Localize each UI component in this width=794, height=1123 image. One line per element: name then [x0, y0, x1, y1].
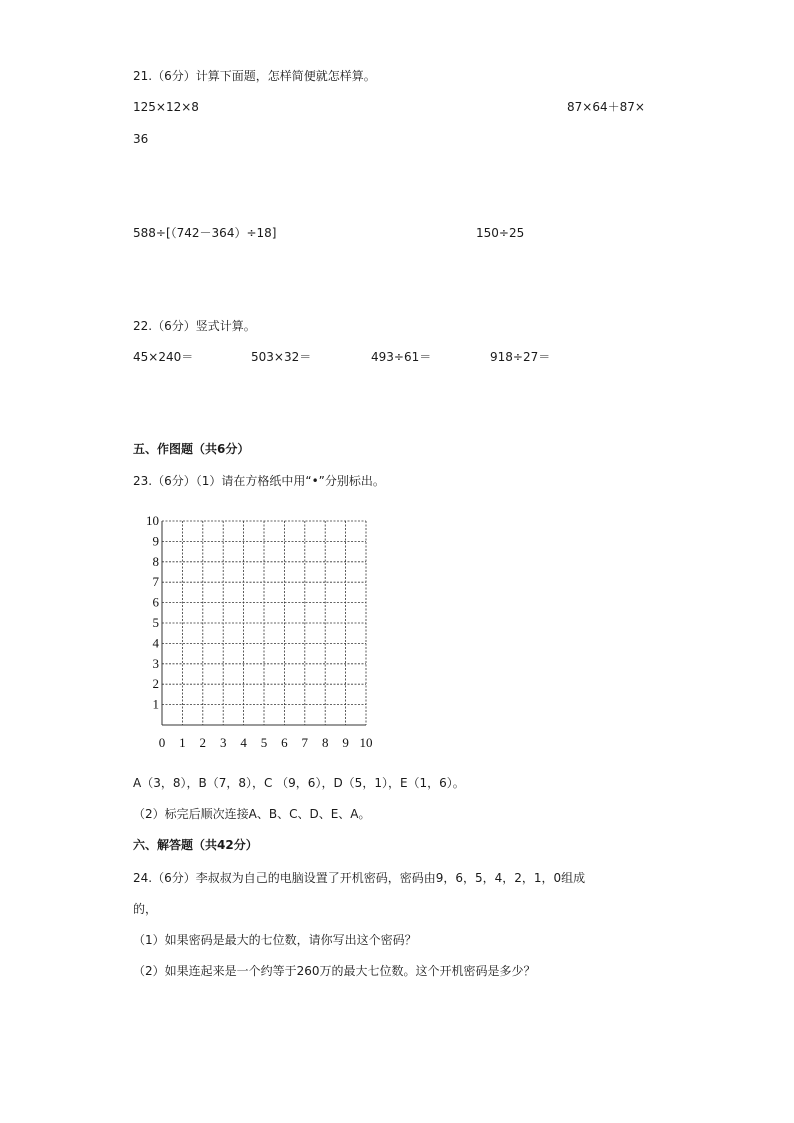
section-5-heading: 五、作图题（共6分） [133, 442, 250, 456]
x-tick-label: 9 [342, 735, 349, 750]
x-tick-label: 4 [240, 735, 247, 750]
x-tick-label: 7 [301, 735, 309, 750]
x-tick-label: 10 [359, 735, 373, 750]
q22-item-3: 493÷61＝ [371, 350, 432, 364]
y-tick-label: 5 [152, 615, 159, 630]
x-tick-label: 5 [260, 735, 268, 750]
q22-item-2: 503×32＝ [251, 350, 312, 364]
q24-title-line2: 的， [133, 902, 158, 916]
y-tick-label: 3 [152, 655, 159, 671]
y-tick-label: 6 [152, 594, 159, 610]
coordinate-grid [140, 510, 390, 750]
q24-part2: （2）如果连起来是一个约等于260万的最大七位数。这个开机密码是多少？ [133, 964, 536, 978]
q23-part2: （2）标完后顺次连接A、B、C、D、E、A。 [133, 807, 371, 821]
x-tick-label: 6 [281, 735, 288, 750]
y-tick-label: 4 [152, 635, 159, 651]
q21-expression-4: 150÷25 [476, 226, 525, 240]
q24-title-line1: 24.（6分）李叔叔为自己的电脑设置了开机密码，密码由9，6，5，4，2，1，0组成 [133, 871, 586, 885]
q23-points: A（3，8），B（7，8），C （9，6），D（5，1），E（1，6）。 [133, 776, 465, 790]
x-tick-label: 1 [179, 735, 186, 750]
q21-title: 21.（6分）计算下面题，怎样简便就怎样算。 [133, 69, 376, 83]
q22-item-1: 45×240＝ [133, 350, 194, 364]
q21-expression-2-part2: 36 [133, 132, 149, 146]
y-tick-label: 9 [152, 533, 159, 549]
q22-title: 22.（6分）竖式计算。 [133, 319, 256, 333]
q21-expression-3: 588÷[（742－364）÷18] [133, 226, 277, 240]
q21-expression-2-part1: 87×64＋87× [567, 100, 645, 114]
y-tick-label: 7 [152, 574, 159, 590]
q21-expression-1: 125×12×8 [133, 100, 199, 114]
q23-title: 23.（6分）（1）请在方格纸中用“•”分别标出。 [133, 474, 385, 488]
x-tick-label: 2 [199, 735, 207, 750]
x-tick-label: 8 [321, 735, 329, 750]
y-tick-label: 1 [152, 696, 159, 712]
q24-part1: （1）如果密码是最大的七位数，请你写出这个密码？ [133, 933, 417, 947]
x-tick-label: 3 [219, 735, 227, 750]
y-tick-label: 10 [146, 513, 159, 528]
y-tick-label: 8 [152, 553, 159, 569]
q22-item-4: 918÷27＝ [490, 350, 551, 364]
y-tick-label: 2 [152, 676, 159, 692]
section-6-heading: 六、解答题（共42分） [133, 838, 258, 852]
x-tick-label: 0 [158, 735, 166, 750]
